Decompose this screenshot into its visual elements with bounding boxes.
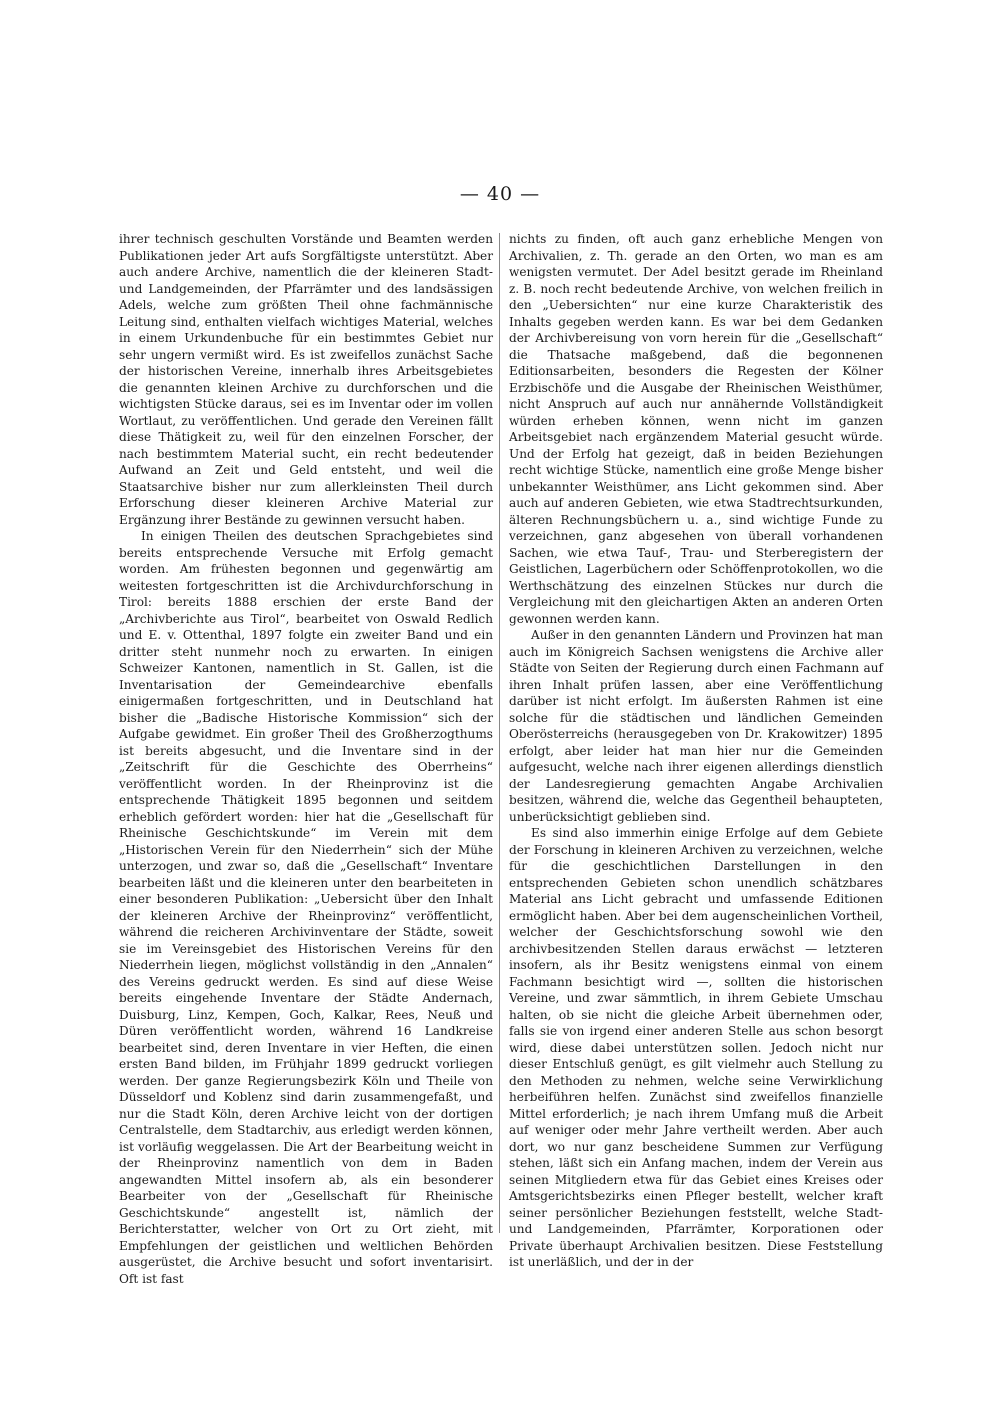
paragraph: In einigen Theilen des deutschen Sprachgebietes sind bereits entsprechende Versuche mit Erfolg gemacht worden. Am frühesten begonnen und gegenwärtig am weitesten fortgeschritten ist die Archivdurchforschung in Tirol: bereits 1888 erschien der erste Band der „Archivberichte aus Tirol“, bearbeitet von Oswald Redlich und E. v. Ottenthal, 1897 folgte ein zweiter Band und ein dritter steht nunmehr noch zu erwarten. In einigen Schweizer Kantonen, namentlich in St. Gallen, ist die Inventarisation der Gemeindearchive ebenfalls einigermaßen fortgeschritten, und in Deutschland hat bisher die „Badische Historische Kommission“ sich der Aufgabe gewidmet. Ein großer Theil des Großherzogthums ist bereits abgesucht, und die Inventare sind in der „Zeitschrift für die Geschichte des Oberrheins“ veröffentlicht worden. In der Rheinprovinz ist die entsprechende Thätigkeit 1895 begonnen und seitdem erheblich gefördert worden: hier hat die „Gesellschaft für Rheinische Geschichtskunde“ im Verein mit dem „Historischen Verein für den Niederrhein“ sich der Mühe unterzogen, und zwar so, daß die „Gesellschaft“ Inventare bearbeiten läßt und die kleineren unter den bearbeiteten in einer besonderen Publikation: „Uebersicht über den Inhalt der kleineren Archive der Rheinprovinz“ veröffentlicht, während die reicheren Archivinventare der Städte, soweit sie im Vereinsgebiet des Historischen Vereins für den Niederrhein liegen, möglichst vollständig in den „Annalen“ des Vereins gedruckt werden. Es sind auf diese Weise bereits eingehende Inventare der Städte Andernach, Duisburg, Linz, Kempen, Goch, Kalkar, Rees, Neuß und Düren veröffentlicht worden, während 16 Landkreise bearbeitet sind, deren Inventare in vier Heften, die einen ersten Band bilden, im Frühjahr 1899 gedruckt vorliegen werden. Der ganze Regierungsbezirk Köln und Theile von Düsseldorf und Koblenz sind darin zusammengefaßt, und nur die Stadt Köln, deren Archive leicht von der dortigen Centralstelle, dem Stadtarchiv, aus erledigt werden können, ist vorläufig weggelassen. Die Art der Bearbeitung weicht in der Rheinprovinz namentlich von dem in Baden angewandten Mittel insofern ab, als ein besonderer Bearbeiter von der „Gesellschaft für Rheinische Geschichtskunde“ angestellt ist, nämlich der Berichterstatter, welcher von Ort zu Ort zieht, mit Empfehlungen der geistlichen und weltlichen Behörden ausgerüstet, die Archive besucht und sofort inventarisirt. Oft ist fast bbox=[119, 529, 493, 1286]
paragraph: Es sind also immerhin einige Erfolge auf dem Gebiete der Forschung in kleineren Archiven zu verzeichnen, welche für die geschichtlichen Darstellungen in den entsprechenden Gebieten schon unendlich schätzbares Material ans Licht gebracht und umfassende Editionen ermöglicht haben. Aber bei dem augenscheinlichen Vortheil, welcher der Geschichtsforschung sowohl wie den archivbesitzenden Stellen daraus erwächst — letzteren insofern, als ihr Besitz wenigstens einmal von einem Fachmann besichtigt wird —, sollten die historischen Vereine, und zwar sämmtlich, in ihrem Gebiete Umschau halten, ob sie nicht die gleiche Arbeit übernehmen oder, falls sie von irgend einer anderen Stelle aus schon besorgt wird, diese dabei unterstützen sollen. Jedoch nicht nur dieser Entschluß genügt, es gilt vielmehr auch Stellung zu den Methoden zu nehmen, welche seine Verwirklichung herbeiführen helfen. Zunächst sind zweifellos finanzielle Mittel erforderlich; je nach ihrem Umfang muß die Arbeit auf weniger oder mehr Jahre vertheilt werden. Aber auch dort, wo nur ganz bescheidene Summen zur Verfügung stehen, läßt sich ein Anfang machen, indem der Verein aus seinen Mitgliedern etwa für das Gebiet eines Kreises oder Amtsgerichtsbezirks einen Pfleger bestellt, welcher kraft seiner persönlicher Beziehungen feststellt, welche Stadt- und Landgemeinden, Pfarrämter, Korporationen oder Private überhaupt Archivalien besitzen. Diese Feststellung ist unerläßlich, und der in der bbox=[509, 826, 883, 1269]
paragraph: ihrer technisch geschulten Vorstände und Beamten werden Publikationen jeder Art aufs Sorgfältigste unterstützt. Aber auch andere Archive, namentlich die der kleineren Stadt- und Landgemeinden, der Pfarrämter und des landsässigen Adels, welche zum größten Theil ohne fachmännische Leitung sind, enthalten vielfach wichtiges Material, welches in einem Urkundenbuche für ein bestimmtes Gebiet nur sehr ungern vermißt wird. Es ist zweifellos zunächst Sache der historischen Vereine, innerhalb ihres Arbeitsgebietes die genannten kleinen Archive zu durchforschen und die wichtigsten Stücke daraus, sei es im Inventar oder im vollen Wortlaut, zu veröffentlichen. Und gerade den Vereinen fällt diese Thätigkeit zu, weil für den einzelnen Forscher, der nach bestimmtem Material sucht, ein recht bedeutender Aufwand an Zeit und Geld entsteht, und weil die Staatsarchive bisher nur zum allerkleinsten Theil durch Erforschung dieser kleineren Archive Material zur Ergänzung ihrer Bestände zu gewinnen versucht haben. bbox=[119, 232, 493, 527]
column-divider bbox=[499, 233, 500, 1233]
paragraph: nichts zu finden, oft auch ganz erhebliche Mengen von Archivalien, z. Th. gerade an den Orten, wo man es am wenigsten vermutet. Der Adel besitzt gerade im Rheinland z. B. noch recht bedeutende Archive, von welchen freilich in den „Uebersichten“ nur eine kurze Charakteristik des Inhalts gegeben werden kann. Es war bei dem Gedanken der Archivbereisung von vorn herein für die „Gesellschaft“ die Thatsache maßgebend, daß die begonnenen Editionsarbeiten, besonders die Regesten der Kölner Erzbischöfe und die Ausgabe der Rheinischen Weisthümer, nicht Anspruch auf auch nur annähernde Vollständigkeit würden erheben können, wenn nicht im ganzen Arbeitsgebiet nach ergänzendem Material gesucht würde. Und der Erfolg hat gezeigt, daß in beiden Beziehungen recht wichtige Stücke, namentlich eine große Menge bisher unbekannter Weisthümer, ans Licht gekommen sind. Aber auch auf anderen Gebieten, wie etwa Stadtrechtsurkunden, älteren Rechnungsbüchern u. a., sind wichtige Funde zu verzeichnen, ganz abgesehen von überall vorhandenen Sachen, wie etwa Tauf-, Trau- und Sterberegistern der Geistlichen, Lagerbüchern oder Schöffenprotokollen, wo die Werthschätzung des einzelnen Stückes nur durch die Vergleichung mit den gleichartigen Akten an anderen Orten gewonnen werden kann. bbox=[509, 232, 883, 626]
left-column bbox=[119, 231, 493, 1287]
page-number: — 40 — bbox=[459, 183, 541, 205]
right-column bbox=[509, 231, 883, 1271]
paragraph: Außer in den genannten Ländern und Provinzen hat man auch im Königreich Sachsen wenigstens die Archive aller Städte von Seiten der Regierung durch einen Fachmann auf ihren Inhalt prüfen lassen, aber eine Veröffentlichung darüber ist nicht erfolgt. Im äußersten Rahmen ist eine solche für die städtischen und ländlichen Gemeinden Oberösterreichs (herausgegeben von Dr. Krakowitzer) 1895 erfolgt, aber leider hat man hier nur die Gemeinden aufgesucht, welche nach ihrer eigenen allerdings dienstlich der Landesregierung gemachten Angabe Archivalien besitzen, während die, welche das Gegentheil behaupteten, unberücksichtigt geblieben sind. bbox=[509, 628, 883, 824]
